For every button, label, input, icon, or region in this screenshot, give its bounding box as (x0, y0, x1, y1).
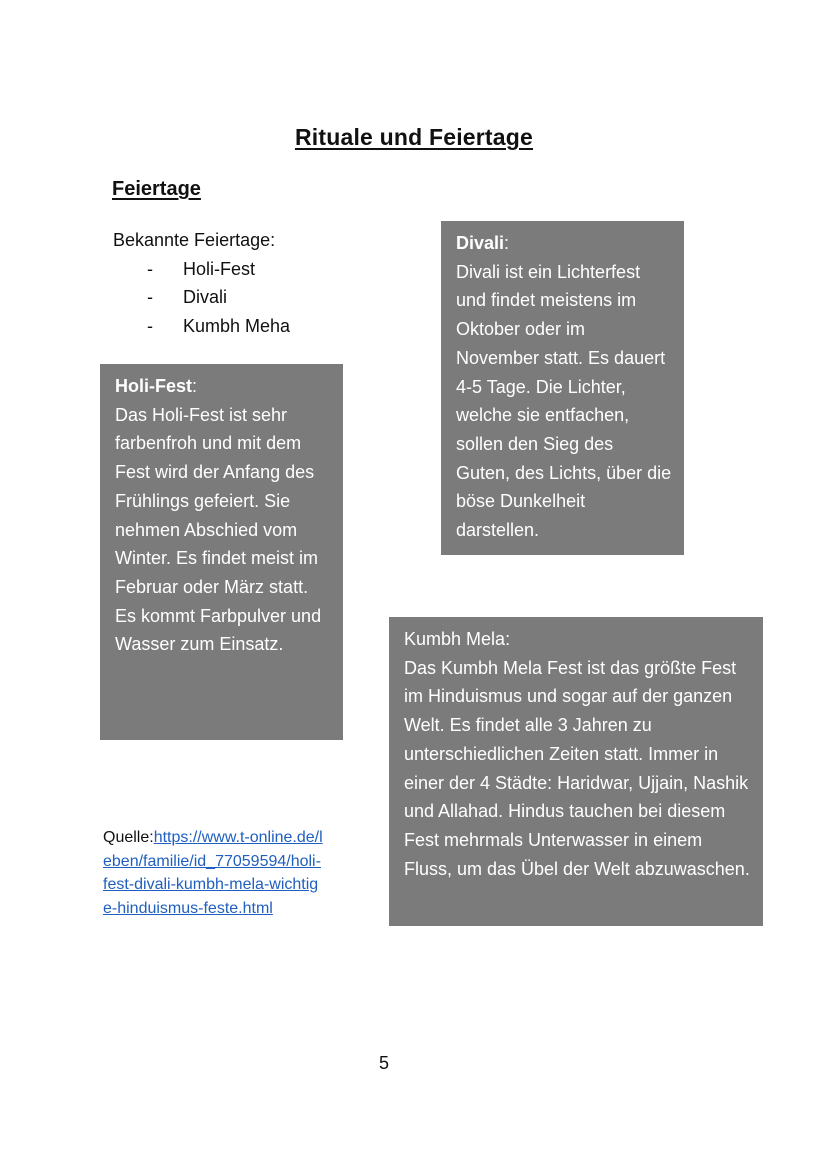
holi-title-colon: : (192, 376, 198, 396)
kumbh-box-text: Das Kumbh Mela Fest ist das größte Fest im Hinduismus und sogar auf der ganzen Welt. Es findet alle 3 Jahren zu unterschiedlichen Zeiten statt. Immer in einer der 4 Städte: Haridwar, Ujjain, Nashik und Allahad. Hindus tauchen bei diesem Fest mehrmals Unterwasser in einem Fluss, um das Übel der Welt abzuwaschen. (404, 657, 750, 879)
kumbh-box-title: Kumbh Mela (404, 629, 506, 649)
holiday-list (113, 255, 290, 341)
list-item (113, 255, 290, 284)
list-item (113, 283, 290, 312)
page-number: 5 (378, 1053, 389, 1073)
page-title: Rituale und Feiertage (294, 124, 534, 150)
bullet-dash: - (147, 315, 153, 336)
divali-title-colon: : (504, 233, 510, 253)
kumbh-mela-info-box (389, 617, 763, 926)
source-citation (103, 826, 323, 920)
bullet-dash: - (147, 287, 153, 307)
bullet-dash: - (147, 258, 153, 279)
source-label: Quelle: (103, 829, 154, 846)
holi-box-title: Holi-Fest (115, 376, 193, 396)
holiday-intro (113, 226, 290, 340)
divali-box-text: Divali ist ein Lichterfest und findet meistens im Oktober oder im November statt. Es dauert 4-5 Tage. Die Lichter, welche sie entfachen, sollen den Sieg des Guten, des Lichts, über die böse Dunkelheit darstellen. (456, 261, 672, 541)
holi-info-box (100, 364, 343, 740)
kumbh-title-colon: : (505, 629, 511, 649)
intro-text: Bekannte Feiertage: (113, 230, 276, 250)
list-item-label: Holi-Fest (183, 258, 256, 279)
section-title: Feiertage (112, 178, 201, 200)
list-item-label: Kumbh Meha (183, 315, 291, 336)
divali-info-box (441, 221, 684, 555)
holi-box-text: Das Holi-Fest ist sehr farbenfroh und mit dem Fest wird der Anfang des Frühlings gefeiert. Sie nehmen Abschied vom Winter. Es findet meist im Februar oder März statt. Es kommt Farbpulver und Wasser zum Einsatz. (115, 404, 322, 655)
list-item-label: Divali (183, 287, 228, 307)
source-link[interactable]: https://www.t-online.de/leben/familie/id_77059594/holi-fest-divali-kumbh-mela-wichtige-hinduismus-feste.html (103, 829, 323, 917)
list-item (113, 312, 290, 341)
divali-box-title: Divali (456, 233, 505, 253)
